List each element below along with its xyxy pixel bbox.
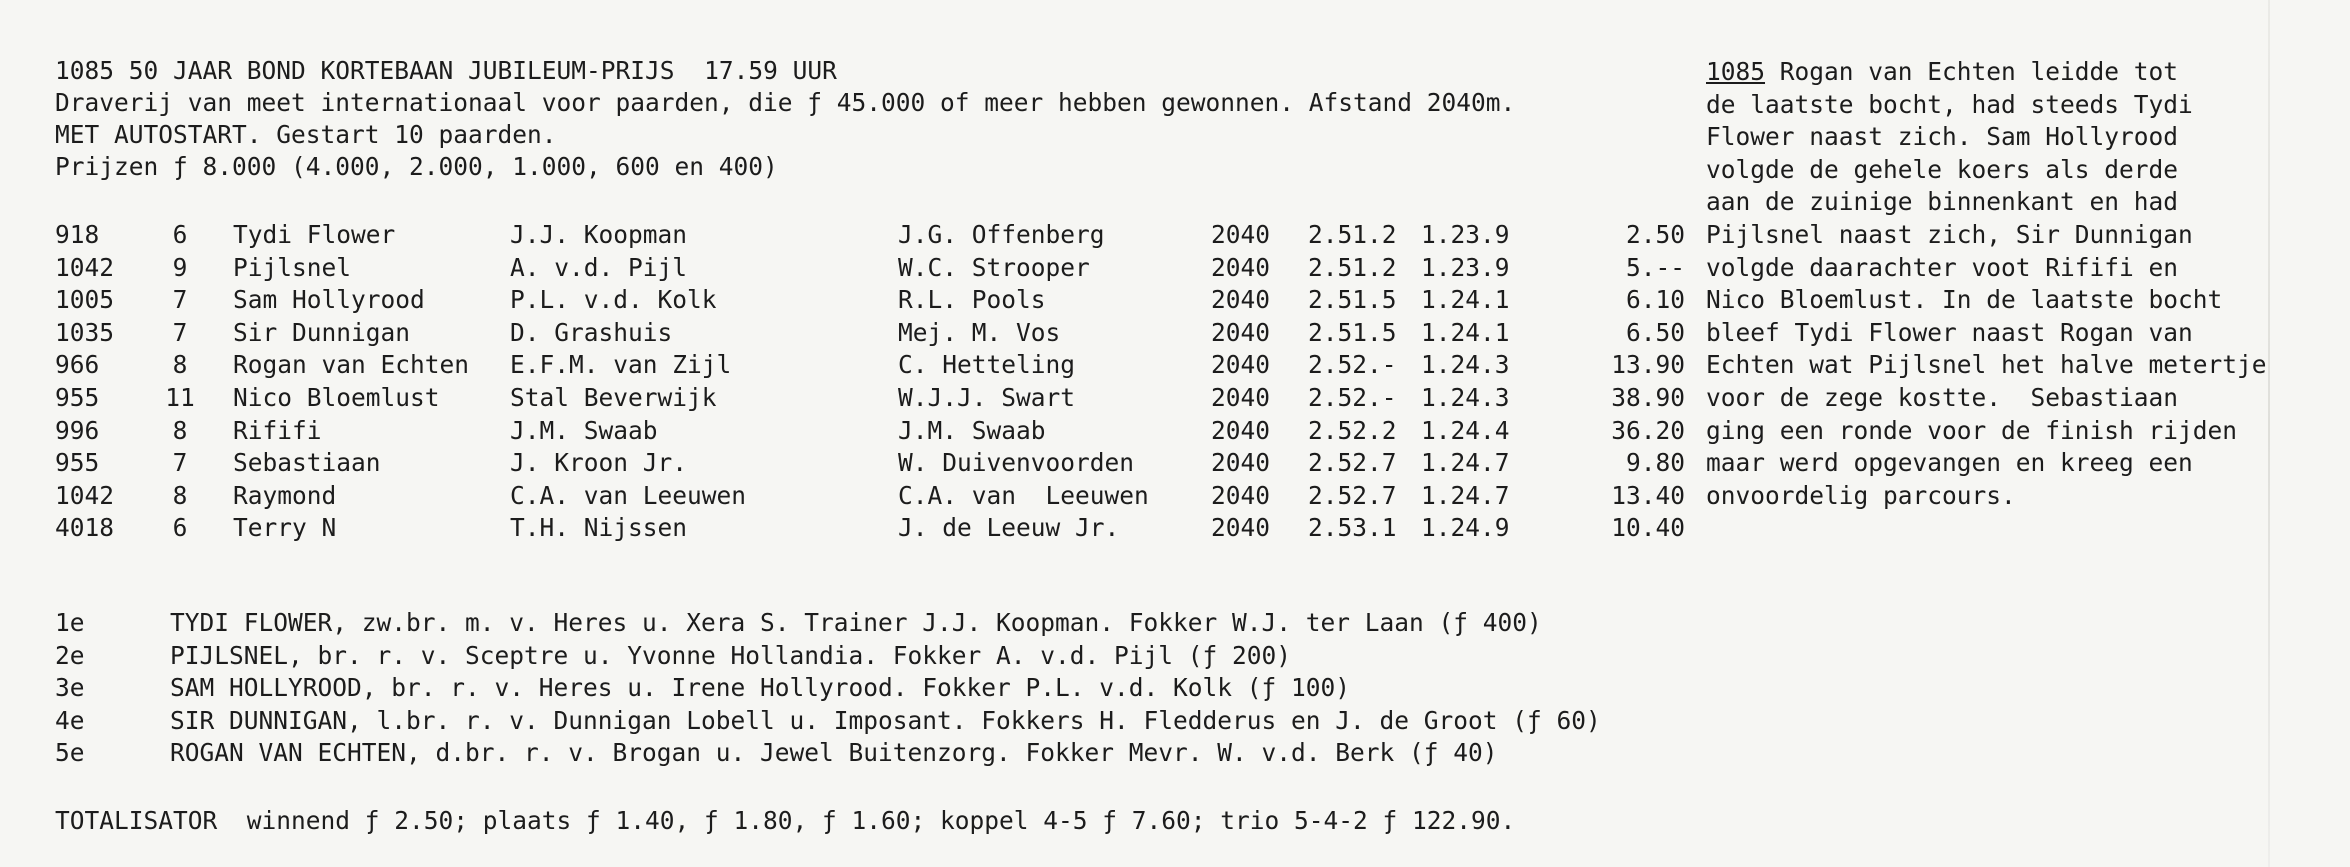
race-title: 50 JAAR BOND KORTEBAAN JUBILEUM-PRIJS (128, 56, 675, 85)
cell-time: 2.52.2 (1308, 415, 1397, 445)
cell-km: 1.24.3 (1421, 350, 1510, 380)
cell-dist: 2040 (1211, 448, 1271, 478)
cell-odds: 5.-- (1625, 252, 1685, 282)
placing-position: 2e (55, 640, 85, 670)
cell-horse: Raymond (233, 480, 337, 510)
cell-time: 2.53.1 (1308, 513, 1397, 543)
cell-trainer: Mej. M. Vos (898, 317, 1061, 347)
cell-trainer: W. Duivenvoorden (898, 448, 1135, 478)
cell-time: 2.52.7 (1308, 480, 1397, 510)
race-start: MET AUTOSTART. Gestart 10 paarden. (55, 120, 557, 149)
cell-no: 8 (172, 415, 188, 445)
cell-prev: 1042 (55, 252, 115, 282)
cell-no: 11 (165, 382, 195, 412)
cell-time: 2.51.5 (1308, 317, 1397, 347)
cell-no: 8 (172, 480, 188, 510)
cell-prev: 955 (55, 382, 100, 412)
cell-time: 2.52.- (1308, 350, 1397, 380)
cell-prev: 1035 (55, 317, 115, 347)
placing-position: 4e (55, 705, 85, 735)
cell-dist: 2040 (1211, 317, 1271, 347)
cell-time: 2.52.7 (1308, 448, 1397, 478)
cell-horse: Rififi (233, 415, 322, 445)
cell-km: 1.23.9 (1421, 252, 1510, 282)
cell-no: 9 (172, 252, 188, 282)
cell-no: 6 (172, 513, 188, 543)
placing-text: ROGAN VAN ECHTEN, d.br. r. v. Brogan u. Jewel Buitenzorg. Fokker Mevr. W. v.d. Berk (ƒ 40) (170, 738, 1498, 767)
cell-odds: 10.40 (1611, 513, 1685, 543)
cell-odds: 6.50 (1625, 317, 1685, 347)
cell-horse: Sam Hollyrood (233, 285, 425, 315)
cell-odds: 13.40 (1611, 480, 1685, 510)
cell-prev: 996 (55, 415, 100, 445)
placing-text: SIR DUNNIGAN, l.br. r. v. Dunnigan Lobell u. Imposant. Fokkers H. Fledderus en J. de Groot (ƒ 60) (170, 705, 1601, 735)
cell-trainer: J.G. Offenberg (898, 220, 1105, 249)
cell-trainer: J.M. Swaab (898, 415, 1046, 445)
cell-horse: Sir Dunnigan (233, 317, 411, 347)
cell-driver: T.H. Nijssen (510, 513, 688, 543)
cell-trainer: W.C. Strooper (898, 252, 1090, 282)
cell-dist: 2040 (1211, 415, 1271, 445)
cell-horse: Sebastiaan (233, 448, 381, 478)
cell-dist: 2040 (1211, 382, 1271, 412)
report-line: bleef Tydi Flower naast Rogan van (1706, 317, 2193, 347)
report-body (1706, 89, 2346, 513)
placing-text: PIJLSNEL, br. r. v. Sceptre u. Yvonne Hollandia. Fokker A. v.d. Pijl (ƒ 200) (170, 640, 1292, 670)
cell-horse: Nico Bloemlust (233, 382, 440, 412)
report-line: de laatste bocht, had steeds Tydi (1706, 89, 2193, 119)
cell-dist: 2040 (1211, 252, 1271, 282)
cell-trainer: R.L. Pools (898, 285, 1046, 315)
cell-dist: 2040 (1211, 480, 1271, 510)
race-time: 17.59 UUR (704, 56, 837, 85)
race-header (55, 55, 1515, 183)
cell-driver: Stal Beverwijk (510, 382, 717, 412)
report-line: Echten wat Pijlsnel het halve metertje (1706, 350, 2267, 380)
cell-km: 1.24.7 (1421, 448, 1510, 478)
cell-odds: 9.80 (1625, 448, 1685, 478)
cell-driver: E.F.M. van Zijl (510, 350, 732, 380)
race-conditions: Draverij van meet internationaal voor paarden, die ƒ 45.000 of meer hebben gewonnen. Afstand 2040m. (55, 88, 1516, 117)
cell-prev: 966 (55, 350, 100, 380)
cell-driver: J. Kroon Jr. (510, 448, 688, 478)
placing-text: SAM HOLLYROOD, br. r. v. Heres u. Irene Hollyrood. Fokker P.L. v.d. Kolk (ƒ 100) (170, 673, 1351, 702)
cell-odds: 36.20 (1611, 415, 1685, 445)
cell-km: 1.24.3 (1421, 382, 1510, 412)
cell-horse: Pijlsnel (233, 252, 352, 282)
cell-no: 7 (172, 448, 188, 478)
cell-odds: 13.90 (1611, 350, 1685, 380)
cell-no: 6 (172, 220, 188, 249)
report-line: Flower naast zich. Sam Hollyrood (1706, 122, 2179, 152)
report-line: Nico Bloemlust. In de laatste bocht (1706, 285, 2223, 315)
cell-odds: 2.50 (1625, 220, 1685, 249)
cell-km: 1.24.4 (1421, 415, 1510, 445)
report-line: aan de zuinige binnenkant en had (1706, 187, 2179, 217)
report-first-line (1706, 56, 2346, 89)
cell-trainer: C.A. van Leeuwen (898, 480, 1149, 510)
race-number: 1085 (55, 56, 115, 85)
cell-dist: 2040 (1211, 220, 1271, 249)
cell-km: 1.23.9 (1421, 220, 1510, 249)
cell-prev: 4018 (55, 513, 115, 543)
placing-text: TYDI FLOWER, zw.br. m. v. Heres u. Xera S. Trainer J.J. Koopman. Fokker W.J. ter Laan (ƒ 400) (170, 608, 1542, 637)
cell-prev: 1042 (55, 480, 115, 510)
cell-time: 2.51.5 (1308, 285, 1397, 315)
race-report (1706, 56, 2346, 512)
report-line: voor de zege kostte. Sebastiaan (1706, 382, 2179, 412)
report-line: onvoordelig parcours. (1706, 480, 2016, 510)
placing-position: 3e (55, 673, 85, 702)
cell-odds: 6.10 (1625, 285, 1685, 315)
cell-prev: 955 (55, 448, 100, 478)
report-line: volgde daarachter voot Rififi en (1706, 252, 2179, 282)
report-first-line-rest: Rogan van Echten leidde tot (1765, 57, 2179, 86)
cell-km: 1.24.1 (1421, 317, 1510, 347)
cell-prev: 1005 (55, 285, 115, 315)
cell-km: 1.24.1 (1421, 285, 1510, 315)
cell-driver: A. v.d. Pijl (510, 252, 688, 282)
cell-driver: P.L. v.d. Kolk (510, 285, 717, 315)
cell-trainer: C. Hetteling (898, 350, 1076, 380)
cell-trainer: J. de Leeuw Jr. (898, 513, 1120, 543)
cell-no: 7 (172, 285, 188, 315)
placing-position: 1e (55, 608, 85, 637)
cell-driver: J.J. Koopman (510, 220, 688, 249)
cell-no: 8 (172, 350, 188, 380)
cell-no: 7 (172, 317, 188, 347)
report-line: Pijlsnel naast zich, Sir Dunnigan (1706, 219, 2193, 249)
cell-dist: 2040 (1211, 285, 1271, 315)
cell-time: 2.52.- (1308, 382, 1397, 412)
report-line: volgde de gehele koers als derde (1706, 154, 2179, 184)
cell-driver: C.A. van Leeuwen (510, 480, 747, 510)
cell-horse: Terry N (233, 513, 337, 543)
cell-dist: 2040 (1211, 350, 1271, 380)
cell-horse: Rogan van Echten (233, 350, 470, 380)
placing-position: 5e (55, 738, 85, 767)
race-prizes: Prijzen ƒ 8.000 (4.000, 2.000, 1.000, 600 en 400) (55, 152, 778, 181)
cell-km: 1.24.7 (1421, 480, 1510, 510)
race-title-line (55, 55, 1515, 87)
cell-time: 2.51.2 (1308, 252, 1397, 282)
cell-km: 1.24.9 (1421, 513, 1510, 543)
report-ref: 1085 (1706, 57, 1766, 86)
cell-prev: 918 (55, 220, 100, 249)
totalisator-line: TOTALISATOR winnend ƒ 2.50; plaats ƒ 1.40, ƒ 1.80, ƒ 1.60; koppel 4-5 ƒ 7.60; trio 5-4-2 ƒ 122.90. (55, 806, 1516, 835)
cell-time: 2.51.2 (1308, 220, 1397, 249)
cell-driver: D. Grashuis (510, 317, 673, 347)
cell-trainer: W.J.J. Swart (898, 382, 1076, 412)
cell-horse: Tydi Flower (233, 220, 396, 249)
report-line: ging een ronde voor de finish rijden (1706, 415, 2238, 445)
cell-odds: 38.90 (1611, 382, 1685, 412)
cell-dist: 2040 (1211, 513, 1271, 543)
cell-driver: J.M. Swaab (510, 415, 658, 445)
report-line: maar werd opgevangen en kreeg een (1706, 448, 2193, 478)
